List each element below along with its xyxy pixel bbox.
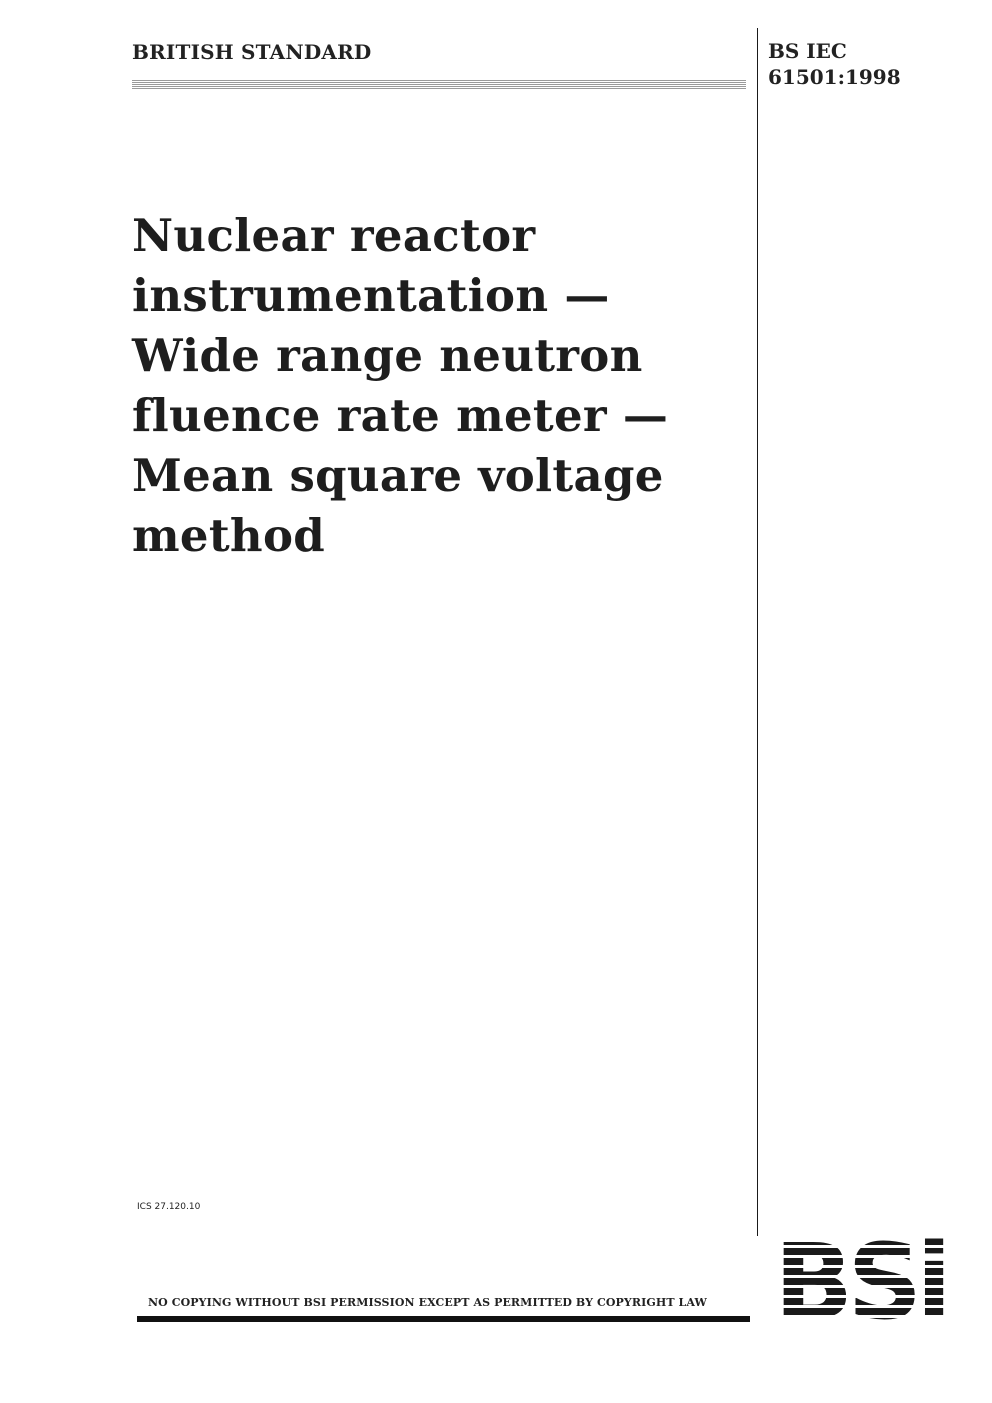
title-line: Nuclear reactor (132, 209, 536, 262)
title-line: instrumentation — (132, 269, 610, 322)
header-label: BRITISH STANDARD (132, 40, 372, 64)
copyright-notice: NO COPYING WITHOUT BSI PERMISSION EXCEPT AS PERMITTED BY COPYRIGHT LAW (148, 1296, 707, 1309)
vertical-divider (757, 28, 758, 1236)
bsi-logo (772, 1238, 948, 1322)
svg-text:BSi: BSi (774, 1238, 946, 1322)
header-rule (132, 80, 746, 90)
title-line: method (132, 509, 326, 562)
document-title (132, 206, 742, 566)
title-line: Wide range neutron (132, 329, 643, 382)
ics-code: ICS 27.120.10 (137, 1202, 201, 1212)
title-line: Mean square voltage (132, 449, 664, 502)
footer-rule (137, 1316, 750, 1322)
standard-number-line1: BS IEC (768, 39, 847, 63)
title-line: fluence rate meter — (132, 389, 669, 442)
standard-number-line2: 61501:1998 (768, 65, 901, 89)
standard-number (768, 38, 901, 90)
